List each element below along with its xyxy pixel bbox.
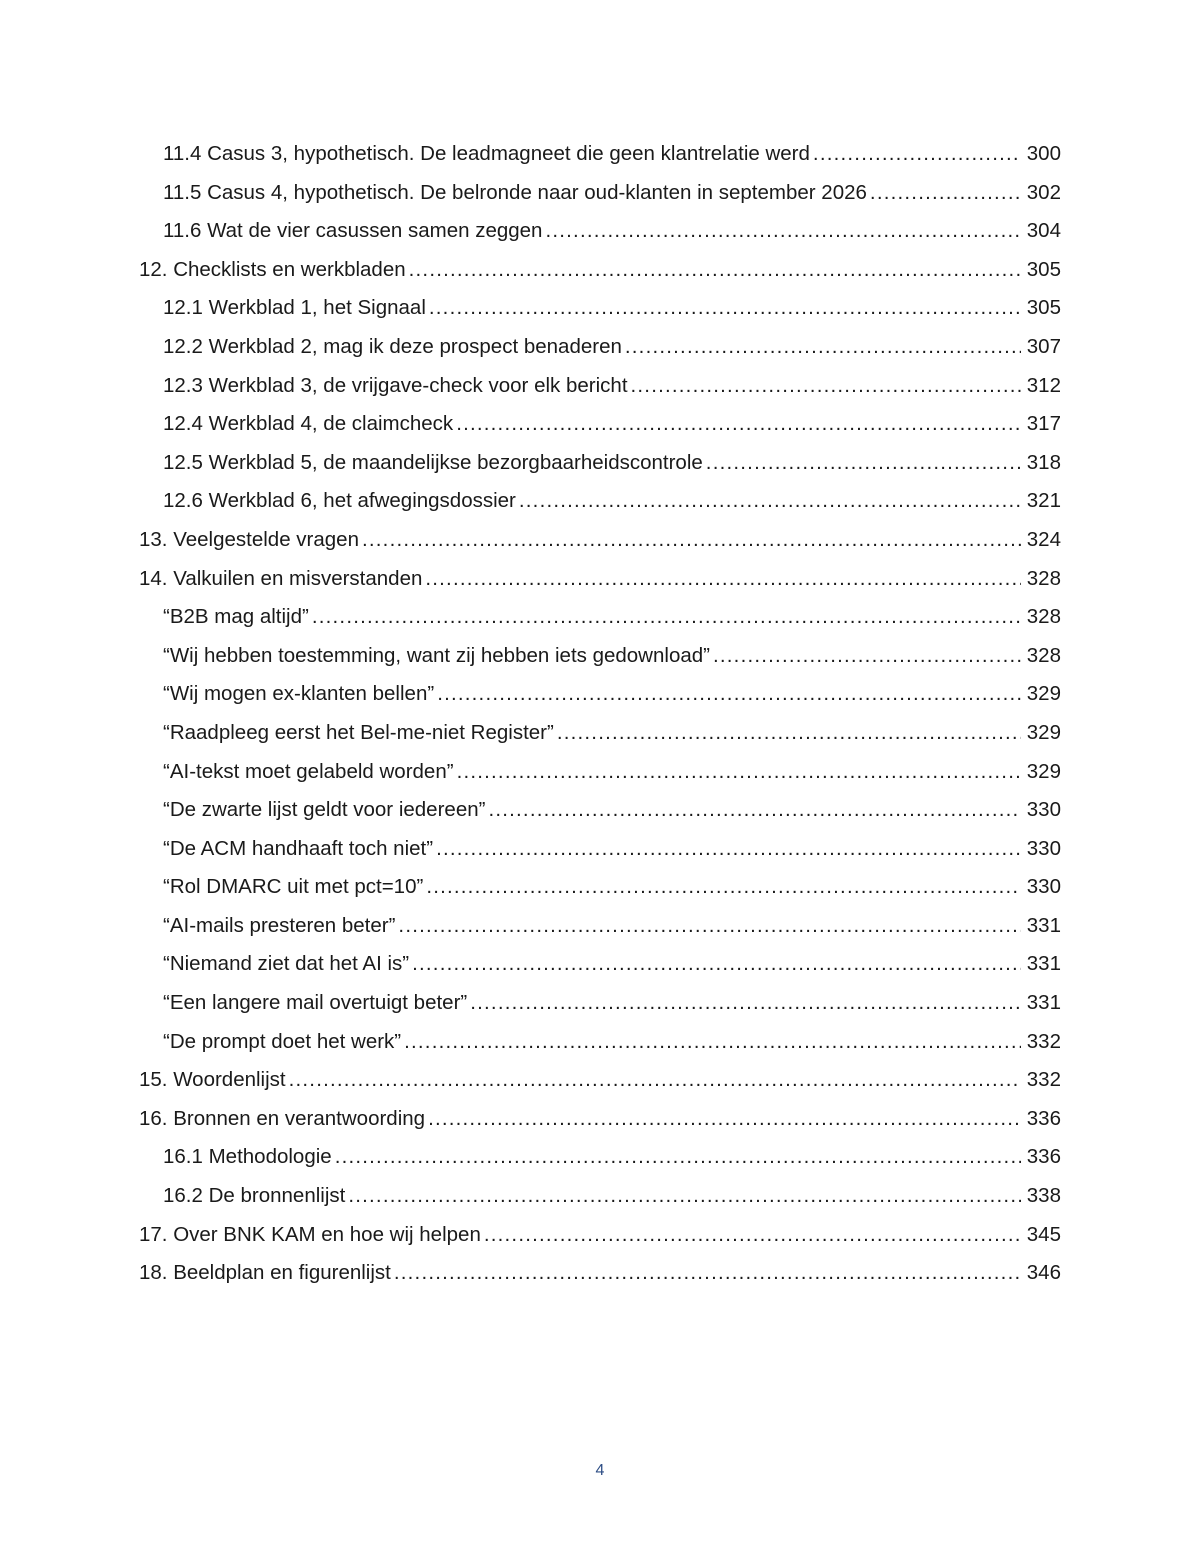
toc-entry[interactable]: [139, 945, 1061, 984]
toc-dot-leader: [412, 945, 1021, 984]
toc-dot-leader: [625, 328, 1021, 367]
toc-dot-leader: [312, 598, 1021, 637]
toc-entry-label: 12.3 Werkblad 3, de vrijgave-check voor elk bericht: [163, 373, 628, 397]
toc-entry-label: 16.2 De bronnenlijst: [163, 1184, 346, 1208]
toc-dot-leader: [289, 1061, 1021, 1100]
toc-dot-leader: [870, 174, 1021, 213]
toc-entry[interactable]: [139, 328, 1061, 367]
toc-entry[interactable]: [139, 1138, 1061, 1177]
toc-entry-page: 331: [1026, 991, 1061, 1015]
toc-entry[interactable]: [139, 714, 1061, 753]
toc-entry-page: 318: [1026, 450, 1061, 474]
page-number: 4: [595, 1462, 605, 1479]
toc-entry[interactable]: [139, 251, 1061, 290]
toc-entry[interactable]: [139, 212, 1061, 251]
toc-entry-label: “Niemand ziet dat het AI is”: [163, 952, 410, 976]
toc-entry-label: “De ACM handhaaft toch niet”: [163, 836, 434, 860]
toc-entry[interactable]: [139, 560, 1061, 599]
toc-entry-label: “Rol DMARC uit met pct=10”: [163, 875, 424, 899]
toc-dot-leader: [488, 791, 1020, 830]
toc-entry[interactable]: [139, 830, 1061, 869]
toc-dot-leader: [428, 1100, 1021, 1139]
toc-dot-leader: [362, 521, 1021, 560]
toc-entry[interactable]: [139, 1061, 1061, 1100]
toc-entry[interactable]: [139, 868, 1061, 907]
toc-entry-page: 321: [1026, 489, 1061, 513]
toc-entry-page: 329: [1026, 720, 1061, 744]
toc-entry[interactable]: [139, 482, 1061, 521]
toc-entry-page: 329: [1026, 682, 1061, 706]
toc-entry-page: 305: [1026, 296, 1061, 320]
toc-entry-page: 332: [1026, 1029, 1061, 1053]
toc-entry[interactable]: [139, 1100, 1061, 1139]
toc-entry[interactable]: [139, 637, 1061, 676]
toc-entry[interactable]: [139, 521, 1061, 560]
toc-entry[interactable]: [139, 598, 1061, 637]
toc-dot-leader: [519, 482, 1021, 521]
toc-entry-label: “AI-tekst moet gelabeld worden”: [163, 759, 454, 783]
toc-entry-label: 15. Woordenlijst: [139, 1068, 286, 1092]
toc-entry[interactable]: [139, 984, 1061, 1023]
toc-dot-leader: [409, 251, 1021, 290]
toc-entry-page: 346: [1026, 1261, 1061, 1285]
toc-entry[interactable]: [139, 367, 1061, 406]
toc-entry-label: 12.6 Werkblad 6, het afwegingsdossier: [163, 489, 516, 513]
toc-entry[interactable]: [139, 1254, 1061, 1293]
toc-entry-page: 312: [1026, 373, 1061, 397]
toc-entry-page: 300: [1026, 142, 1061, 165]
toc-entry[interactable]: [139, 289, 1061, 328]
toc-dot-leader: [813, 135, 1021, 174]
toc-entry-label: 11.5 Casus 4, hypothetisch. De belronde naar oud-klanten in september 2026: [163, 180, 867, 204]
toc-entry-label: 16.1 Methodologie: [163, 1145, 332, 1169]
toc-entry[interactable]: [139, 1023, 1061, 1062]
toc-entry-label: 11.4 Casus 3, hypothetisch. De leadmagneet die geen klantrelatie werd: [163, 142, 810, 165]
toc-dot-leader: [470, 984, 1021, 1023]
toc-entry-label: “De prompt doet het werk”: [163, 1029, 402, 1053]
toc-entry-page: 336: [1026, 1106, 1061, 1130]
toc-entry-page: 317: [1026, 412, 1061, 436]
toc-entry-page: 336: [1026, 1145, 1061, 1169]
toc-dot-leader: [425, 560, 1020, 599]
toc-entry-label: 12.4 Werkblad 4, de claimcheck: [163, 412, 454, 436]
toc-dot-leader: [557, 714, 1021, 753]
toc-entry-label: “Raadpleeg eerst het Bel-me-niet Register”: [163, 720, 554, 744]
toc-entry-page: 328: [1026, 605, 1061, 629]
toc-dot-leader: [426, 868, 1020, 907]
toc-entry-page: 307: [1026, 334, 1061, 358]
toc-entry-page: 302: [1026, 180, 1061, 204]
toc-entry-page: 345: [1026, 1222, 1061, 1246]
toc-entry-label: “Wij hebben toestemming, want zij hebben iets gedownload”: [163, 643, 710, 667]
toc-dot-leader: [436, 830, 1021, 869]
toc-entry-page: 304: [1026, 219, 1061, 243]
toc-entry[interactable]: [139, 405, 1061, 444]
toc-dot-leader: [404, 1023, 1021, 1062]
toc-entry-page: 330: [1026, 798, 1061, 822]
toc-entry-page: 328: [1026, 643, 1061, 667]
toc-entry-label: 18. Beeldplan en figurenlijst: [139, 1261, 391, 1285]
toc-entry-label: 14. Valkuilen en misverstanden: [139, 566, 423, 590]
toc-dot-leader: [456, 405, 1021, 444]
toc-dot-leader: [398, 907, 1020, 946]
toc-entry-label: 13. Veelgestelde vragen: [139, 527, 359, 551]
toc-entry[interactable]: [139, 174, 1061, 213]
toc-entry-label: “De zwarte lijst geldt voor iedereen”: [163, 798, 486, 822]
toc-entry-page: 328: [1026, 566, 1061, 590]
toc-entry-label: “Een langere mail overtuigt beter”: [163, 991, 468, 1015]
toc-dot-leader: [484, 1216, 1021, 1255]
toc-dot-leader: [706, 444, 1021, 483]
toc-entry[interactable]: [139, 753, 1061, 792]
toc-entry[interactable]: [139, 1177, 1061, 1216]
toc-entry-label: 11.6 Wat de vier casussen samen zeggen: [163, 219, 543, 243]
toc-dot-leader: [631, 367, 1021, 406]
toc-dot-leader: [545, 212, 1020, 251]
toc-dot-leader: [335, 1138, 1021, 1177]
toc-entry-page: 338: [1026, 1184, 1061, 1208]
toc-entry-label: 12.5 Werkblad 5, de maandelijkse bezorgbaarheidscontrole: [163, 450, 703, 474]
toc-entry-label: 12.2 Werkblad 2, mag ik deze prospect benaderen: [163, 334, 622, 358]
toc-entry[interactable]: [139, 444, 1061, 483]
toc-dot-leader: [437, 675, 1021, 714]
toc-entry-label: “AI-mails presteren beter”: [163, 913, 396, 937]
toc-entry[interactable]: [139, 675, 1061, 714]
toc-entry-label: 17. Over BNK KAM en hoe wij helpen: [139, 1222, 481, 1246]
toc-entry[interactable]: [139, 135, 1061, 174]
toc-entry-page: 305: [1026, 257, 1061, 281]
toc-entry-label: 12. Checklists en werkbladen: [139, 257, 406, 281]
toc-entry-page: 330: [1026, 875, 1061, 899]
table-of-contents: [139, 135, 1061, 1293]
toc-entry-page: 330: [1026, 836, 1061, 860]
toc-entry-page: 331: [1026, 913, 1061, 937]
toc-entry[interactable]: [139, 791, 1061, 830]
toc-entry-label: 16. Bronnen en verantwoording: [139, 1106, 426, 1130]
toc-entry-label: “B2B mag altijd”: [163, 605, 309, 629]
toc-dot-leader: [394, 1254, 1021, 1293]
toc-dot-leader: [429, 289, 1021, 328]
toc-entry-page: 332: [1026, 1068, 1061, 1092]
toc-entry-page: 329: [1026, 759, 1061, 783]
toc-entry-page: 331: [1026, 952, 1061, 976]
toc-dot-leader: [713, 637, 1021, 676]
toc-dot-leader: [457, 753, 1021, 792]
toc-entry-label: 12.1 Werkblad 1, het Signaal: [163, 296, 426, 320]
toc-entry-page: 324: [1026, 527, 1061, 551]
toc-entry[interactable]: [139, 1216, 1061, 1255]
toc-entry-label: “Wij mogen ex-klanten bellen”: [163, 682, 435, 706]
toc-entry[interactable]: [139, 907, 1061, 946]
toc-dot-leader: [348, 1177, 1020, 1216]
